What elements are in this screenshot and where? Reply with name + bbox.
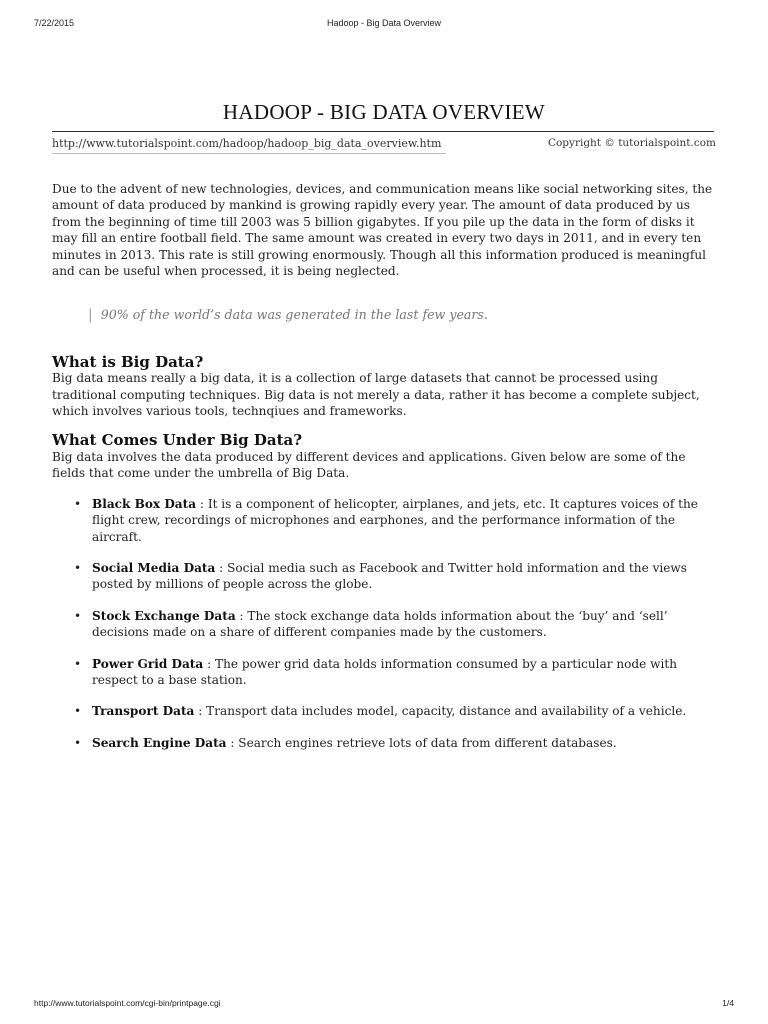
- field-desc: : The stock exchange data holds information about the ‘buy’ and ‘sell’ decisions made on a share of different companies made by the customers.: [92, 608, 668, 640]
- bullet-icon: •: [74, 496, 82, 511]
- page-title: HADOOP - BIG DATA OVERVIEW: [222, 100, 546, 124]
- field-term: Black Box Data: [92, 496, 197, 511]
- field-term: Power Grid Data: [92, 656, 204, 671]
- field-desc: : Search engines retrieve lots of data from different databases.: [226, 735, 617, 750]
- field-desc: : It is a component of helicopter, airplanes, and jets, etc. It captures voices of the flight crew, recordings of microphones and earphones, and the performance information of the aircraft.: [92, 496, 698, 544]
- list-item-black-box: [74, 496, 722, 545]
- print-title: Hadoop - Big Data Overview: [326, 18, 442, 28]
- footer-url: http://www.tutorialspoint.com/cgi-bin/printpage.cgi: [34, 998, 221, 1008]
- what-is-big-data-paragraph: Big data means really a big data, it is a collection of large datasets that cannot be processed using traditional computing techniques. Big data is not merely a data, rather it has become a complete subject, which involves various tools, technqiues and frameworks.: [52, 371, 700, 419]
- field-term: Social Media Data: [92, 560, 216, 575]
- field-desc: : Social media such as Facebook and Twitter hold information and the views posted by millions of people across the globe.: [92, 560, 687, 592]
- bullet-icon: •: [74, 704, 82, 719]
- article-content: [52, 181, 722, 766]
- list-item-social-media: [74, 560, 722, 593]
- field-term: Search Engine Data: [92, 735, 227, 750]
- title-divider: [52, 131, 714, 132]
- bullet-icon: •: [74, 656, 82, 671]
- fields-list: [52, 496, 722, 751]
- heading-what-is-big-data: What is Big Data?: [52, 352, 204, 371]
- field-desc: : The power grid data holds information consumed by a particular node with respect to a base station.: [92, 656, 678, 687]
- list-item-transport: [74, 703, 722, 719]
- pull-quote: [88, 307, 722, 323]
- bullet-icon: •: [74, 560, 82, 575]
- print-date: 7/22/2015: [34, 18, 75, 28]
- source-url-underline: [52, 153, 446, 154]
- quote-text: 90% of the world’s data was generated in the last few years.: [100, 307, 488, 323]
- list-item-search-engine: [74, 735, 722, 751]
- intro-paragraph: Due to the advent of new technologies, devices, and communication means like social networking sites, the amount of data produced by mankind is growing rapidly every year. The amount of data produced by us from the beginning of time till 2003 was 5 billion gigabytes. If you pile up the data in the form of disks it may fill an entire football field. The same amount was created in every two days in 2011, and in every ten minutes in 2013. This rate is still growing enormously. Though all this information produced is meaningful and can be useful when processed, it is being neglected.: [52, 182, 713, 279]
- list-item-stock-exchange: [74, 608, 722, 641]
- quote-bar-glyph: |: [88, 307, 93, 324]
- what-comes-under-paragraph: Big data involves the data produced by different devices and applications. Given below are some of the fields that come under the umbrella of Big Data.: [52, 449, 686, 481]
- field-term: Transport Data: [92, 704, 195, 719]
- page-number: 1/4: [722, 998, 734, 1008]
- bullet-icon: •: [74, 608, 82, 623]
- source-url-link[interactable]: http://www.tutorialspoint.com/hadoop/hadoop_big_data_overview.htm: [52, 137, 442, 150]
- bullet-icon: •: [74, 735, 82, 750]
- print-footer: [34, 998, 734, 1010]
- copyright-notice: Copyright © tutorialspoint.com: [547, 137, 716, 149]
- field-term: Stock Exchange Data: [92, 608, 236, 623]
- print-header: [34, 18, 734, 32]
- heading-what-comes-under: What Comes Under Big Data?: [52, 431, 303, 450]
- field-desc: : Transport data includes model, capacity, distance and availability of a vehicle.: [194, 704, 687, 719]
- list-item-power-grid: [74, 656, 722, 689]
